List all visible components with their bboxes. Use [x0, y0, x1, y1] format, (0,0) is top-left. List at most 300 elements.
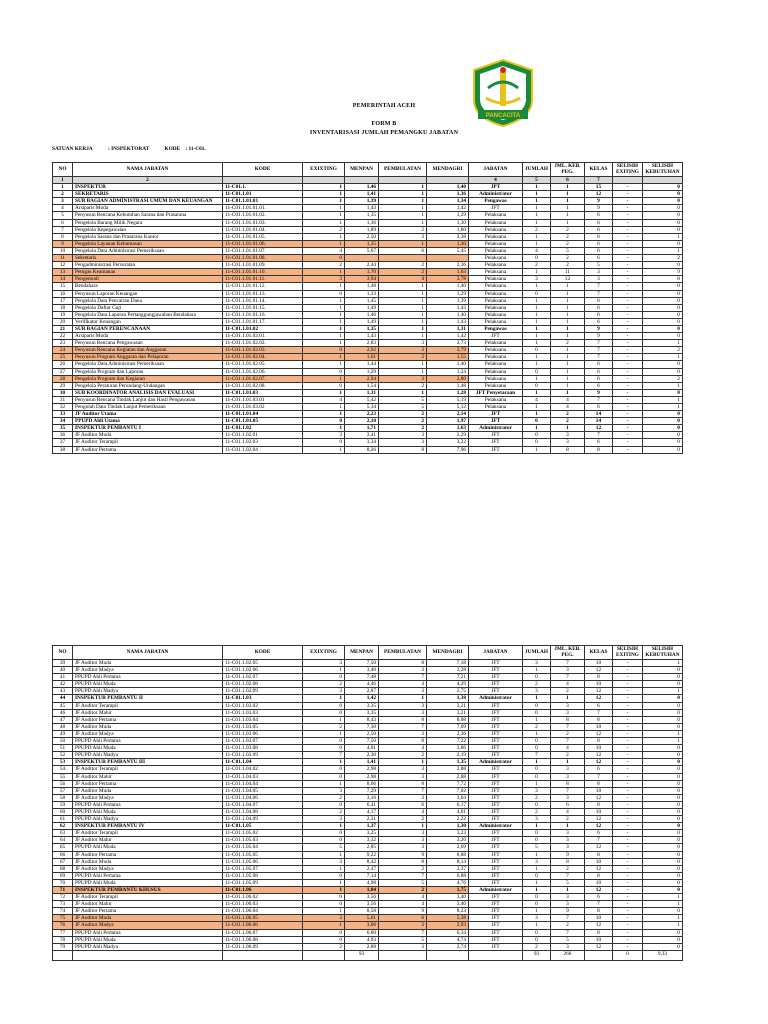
- cell-selisih-kebutuhan: 0: [642, 823, 682, 830]
- header-line-2: FORM B: [371, 121, 397, 127]
- cell-kelas: 7: [584, 432, 612, 439]
- cell-jumlah: 1: [523, 340, 551, 347]
- cell-mendagri: [427, 255, 469, 262]
- cell-mendagri: 5,38: [427, 915, 469, 922]
- cell-selisih-kebutuhan: 0: [642, 212, 682, 219]
- column-header-existing: EXIXTING: [303, 163, 345, 177]
- cell-menpan: 7,29: [345, 787, 379, 794]
- cell-kode: 11-C01.1.03.03: [223, 709, 303, 716]
- cell-pembulatan: 5: [379, 404, 427, 411]
- cell-pembulatan: 3: [379, 375, 427, 382]
- table-row: [53, 674, 683, 681]
- cell-existing: 1: [303, 887, 345, 894]
- cell-no: 13: [53, 269, 73, 276]
- cell-jml-keb-peg: 8: [550, 446, 584, 453]
- cell-jumlah: 0: [523, 368, 551, 375]
- cell-mendagri: 6,34: [427, 929, 469, 936]
- cell-mendagri: 1,39: [427, 297, 469, 304]
- cell-jabatan: JFT Penyetaraan: [469, 389, 523, 396]
- cell-selisih-kebutuhan: 1: [642, 233, 682, 240]
- cell-selisih-exiting: -: [612, 297, 642, 304]
- cell-pembulatan: 5: [379, 396, 427, 403]
- cell-selisih-kebutuhan: 0: [642, 325, 682, 332]
- cell-selisih-exiting: -: [612, 361, 642, 368]
- cell-pembulatan: 1: [379, 304, 427, 311]
- cell-jabatan: Pelaksana: [469, 226, 523, 233]
- cell-menpan: 8,43: [345, 716, 379, 723]
- cell-existing: 1: [303, 233, 345, 240]
- cell-selisih-kebutuhan: 1: [642, 382, 682, 389]
- cell-no: 5: [53, 212, 73, 219]
- cell-jumlah: 3: [523, 660, 551, 667]
- cell-mendagri: 3,21: [427, 702, 469, 709]
- cell-mendagri: 1,97: [427, 418, 469, 425]
- cell-selisih-exiting: -: [612, 759, 642, 766]
- cell-pembulatan: 7: [379, 787, 427, 794]
- cell-pembulatan: 7: [379, 929, 427, 936]
- cell-selisih-kebutuhan: 0: [642, 858, 682, 865]
- cell-kelas: 7: [584, 709, 612, 716]
- cell-existing: 3: [303, 787, 345, 794]
- cell-pembulatan: 8: [379, 446, 427, 453]
- column-header-kelas: KELAS: [584, 646, 612, 660]
- cell-no: 52: [53, 752, 73, 759]
- cell-mendagri: 2,36: [427, 262, 469, 269]
- cell-pembulatan: 3: [379, 688, 427, 695]
- cell-selisih-exiting: -: [612, 212, 642, 219]
- cell-no: 24: [53, 347, 73, 354]
- cell-selisih-kebutuhan: 0: [642, 794, 682, 801]
- cell-existing: 0: [303, 745, 345, 752]
- cell-jabatan: Pelaksana: [469, 219, 523, 226]
- cell-pembulatan: 6: [379, 247, 427, 254]
- cell-existing: 0: [303, 936, 345, 943]
- table-row: [53, 688, 683, 695]
- cell-selisih-exiting: -: [612, 205, 642, 212]
- cell-existing: 1: [303, 780, 345, 787]
- cell-existing: 0: [303, 368, 345, 375]
- cell-jumlah: 1: [523, 446, 551, 453]
- table-row: [53, 439, 683, 446]
- cell-pembulatan: 6: [379, 915, 427, 922]
- cell-pembulatan: 2: [379, 382, 427, 389]
- table-row: [53, 745, 683, 752]
- cell-no: 70: [53, 879, 73, 886]
- cell-kode: 11-C01.1.01.02.03.: [223, 347, 303, 354]
- total-jumlah: 93: [523, 950, 551, 960]
- cell-existing: 0: [303, 709, 345, 716]
- cell-selisih-kebutuhan: 0: [642, 184, 682, 191]
- table-row: [53, 212, 683, 219]
- cell-pembulatan: 4: [379, 681, 427, 688]
- cell-selisih-kebutuhan: 0: [642, 191, 682, 198]
- cell-existing: 2: [303, 723, 345, 730]
- cell-mendagri: 1,40: [427, 184, 469, 191]
- cell-nama-jabatan: PPUPD Ahli Muda: [73, 745, 223, 752]
- cell-jabatan: JFT: [469, 801, 523, 808]
- cell-kode: 11-C01.1.02.04: [223, 446, 303, 453]
- cell-selisih-kebutuhan: 0: [642, 837, 682, 844]
- cell-jabatan: JFT: [469, 787, 523, 794]
- cell-kode: 11-C01.1.01: [223, 191, 303, 198]
- cell-selisih-kebutuhan: 0: [642, 879, 682, 886]
- cell-menpan: 8,26: [345, 446, 379, 453]
- cell-jumlah: 1: [523, 191, 551, 198]
- cell-existing: 0: [303, 674, 345, 681]
- cell-selisih-exiting: -: [612, 716, 642, 723]
- cell-kelas: 10: [584, 936, 612, 943]
- cell-no: 32: [53, 404, 73, 411]
- cell-jumlah: 1: [523, 389, 551, 396]
- cell-menpan: 3,32: [345, 837, 379, 844]
- cell-no: 12: [53, 262, 73, 269]
- cell-no: 53: [53, 759, 73, 766]
- cell-mendagri: 1,43: [427, 318, 469, 325]
- cell-no: 3: [53, 198, 73, 205]
- cell-nama-jabatan: Pengelola Data Laporan Pertanggungjawaban Bendahara: [73, 311, 223, 318]
- cell-selisih-kebutuhan: 0: [642, 425, 682, 432]
- table-row: [53, 354, 683, 361]
- table-row: [53, 830, 683, 837]
- cell-kelas: 12: [584, 943, 612, 950]
- cell-selisih-exiting: -: [612, 354, 642, 361]
- cell-existing: 1: [303, 922, 345, 929]
- cell-jml-keb-peg: 2: [550, 865, 584, 872]
- cell-jumlah: 0: [523, 894, 551, 901]
- cell-kelas: 8: [584, 780, 612, 787]
- cell-nama-jabatan: Penyusun Laporan Keuangan: [73, 290, 223, 297]
- cell-mendagri: 2,88: [427, 773, 469, 780]
- cell-existing: 1: [303, 304, 345, 311]
- cell-kelas: 8: [584, 674, 612, 681]
- column-header-no: NO: [53, 646, 73, 660]
- cell-no: 47: [53, 716, 73, 723]
- cell-pembulatan: 4: [379, 894, 427, 901]
- cell-pembulatan: 1: [379, 212, 427, 219]
- cell-existing: 1: [303, 269, 345, 276]
- cell-selisih-kebutuhan: 8: [642, 276, 682, 283]
- cell-no: 25: [53, 354, 73, 361]
- column-header-jml-keb-peg: JML. KEB. PEG.: [550, 646, 584, 660]
- cell-selisih-kebutuhan: 0: [642, 887, 682, 894]
- cell-selisih-exiting: -: [612, 446, 642, 453]
- cell-selisih-exiting: -: [612, 908, 642, 915]
- cell-pembulatan: 1: [379, 240, 427, 247]
- cell-mendagri: 6,17: [427, 801, 469, 808]
- cell-selisih-kebutuhan: 0: [642, 318, 682, 325]
- cell-menpan: 1,35: [345, 240, 379, 247]
- cell-no: 21: [53, 325, 73, 332]
- cell-jml-keb-peg: 5: [550, 247, 584, 254]
- cell-kode: 11-C01.1.01.03.02: [223, 404, 303, 411]
- cell-kelas: 10: [584, 723, 612, 730]
- cell-no: 26: [53, 361, 73, 368]
- cell-nama-jabatan: SUB BAGIAN PERENCANAAN: [73, 325, 223, 332]
- cell-kelas: 12: [584, 865, 612, 872]
- cell-no: 4: [53, 205, 73, 212]
- cell-menpan: 2,85: [345, 844, 379, 851]
- cell-jumlah: 0: [523, 702, 551, 709]
- cell-pembulatan: 4: [379, 808, 427, 815]
- cell-mendagri: 2,75: [427, 688, 469, 695]
- cell-kode: 11-C01.1.01.02: [223, 325, 303, 332]
- total-kode: [223, 950, 303, 960]
- cell-kode: 11-C01.1.05.08: [223, 872, 303, 879]
- cell-mendagri: 1,34: [427, 198, 469, 205]
- cell-nama-jabatan: PPUPD Ahli Pertama: [73, 872, 223, 879]
- cell-jumlah: 0: [523, 432, 551, 439]
- cell-mendagri: 7,96: [427, 446, 469, 453]
- cell-selisih-exiting: -: [612, 311, 642, 318]
- cell-nama-jabatan: PPUPD Ahli Muda: [73, 936, 223, 943]
- cell-pembulatan: 3: [379, 702, 427, 709]
- cell-kelas: 6: [584, 361, 612, 368]
- table-row: [53, 255, 683, 262]
- cell-mendagri: 8,23: [427, 908, 469, 915]
- cell-no: 37: [53, 439, 73, 446]
- cell-jumlah: 0: [523, 745, 551, 752]
- cell-jabatan: JFT: [469, 894, 523, 901]
- cell-jabatan: JFT: [469, 901, 523, 908]
- cell-selisih-exiting: -: [612, 404, 642, 411]
- table-row: [53, 943, 683, 950]
- cell-jabatan: Pelaksana: [469, 233, 523, 240]
- cell-mendagri: 3,23: [427, 830, 469, 837]
- table-row: [53, 290, 683, 297]
- cell-pembulatan: 4: [379, 901, 427, 908]
- cell-pembulatan: 2: [379, 354, 427, 361]
- cell-jabatan: Pelaksana: [469, 304, 523, 311]
- cell-nama-jabatan: SUB KOORDINATOR ANALISIS DAN EVALUASI: [73, 389, 223, 396]
- column-number-jabatan: 4: [469, 177, 523, 184]
- column-header-jml-keb-peg: JML. KEB. PEG.: [550, 163, 584, 177]
- cell-menpan: 1,45: [345, 297, 379, 304]
- cell-existing: 1: [303, 212, 345, 219]
- cell-selisih-exiting: -: [612, 801, 642, 808]
- cell-menpan: 3,41: [345, 432, 379, 439]
- cell-existing: 0: [303, 766, 345, 773]
- cell-no: 41: [53, 674, 73, 681]
- cell-selisih-exiting: -: [612, 851, 642, 858]
- cell-jabatan: JFT: [469, 752, 523, 759]
- cell-jml-keb-peg: 3: [550, 709, 584, 716]
- cell-mendagri: 2,88: [427, 766, 469, 773]
- cell-selisih-exiting: -: [612, 191, 642, 198]
- cell-menpan: 1,29: [345, 368, 379, 375]
- cell-mendagri: 4,74: [427, 936, 469, 943]
- cell-selisih-exiting: -: [612, 674, 642, 681]
- column-number-selisih-kebutuhan: [642, 177, 682, 184]
- cell-jabatan: Pelaksana: [469, 283, 523, 290]
- cell-jml-keb-peg: 3: [550, 837, 584, 844]
- cell-jml-keb-peg: 4: [550, 745, 584, 752]
- cell-jumlah: 2: [523, 723, 551, 730]
- cell-pembulatan: 7: [379, 723, 427, 730]
- table-row: [53, 389, 683, 396]
- table-row: [53, 716, 683, 723]
- column-number-menpan: [345, 177, 379, 184]
- cell-jabatan: Pengawas: [469, 325, 523, 332]
- cell-no: 40: [53, 667, 73, 674]
- cell-menpan: 2,50: [345, 233, 379, 240]
- cell-jumlah: 1: [523, 375, 551, 382]
- cell-nama-jabatan: JF Auditor Terampil: [73, 894, 223, 901]
- cell-jml-keb-peg: 3: [550, 894, 584, 901]
- cell-menpan: 1,36: [345, 219, 379, 226]
- cell-mendagri: 2,74: [427, 943, 469, 950]
- cell-mendagri: 1,48: [427, 382, 469, 389]
- cell-kelas: 9: [584, 325, 612, 332]
- cell-jabatan: JFT: [469, 745, 523, 752]
- cell-menpan: 5,42: [345, 396, 379, 403]
- cell-selisih-exiting: -: [612, 333, 642, 340]
- cell-existing: 3: [303, 858, 345, 865]
- cell-jabatan: Pelaksana: [469, 347, 523, 354]
- cell-jumlah: 0: [523, 830, 551, 837]
- cell-no: 20: [53, 318, 73, 325]
- cell-kode: 11-C01.1.06.03: [223, 901, 303, 908]
- cell-kelas: 8: [584, 929, 612, 936]
- cell-pembulatan: 3: [379, 340, 427, 347]
- table-row: [53, 276, 683, 283]
- cell-kelas: 6: [584, 404, 612, 411]
- cell-no: 51: [53, 745, 73, 752]
- cell-existing: 1: [303, 240, 345, 247]
- cell-menpan: 4,46: [345, 681, 379, 688]
- cell-mendagri: 1,43: [427, 304, 469, 311]
- cell-mendagri: 1,42: [427, 333, 469, 340]
- cell-nama-jabatan: PPUPD Ahli Muda: [73, 681, 223, 688]
- cell-jabatan: JFT: [469, 865, 523, 872]
- cell-menpan: 1,49: [345, 318, 379, 325]
- cell-selisih-kebutuhan: 0: [642, 411, 682, 418]
- cell-jml-keb-peg: 1: [550, 283, 584, 290]
- cell-existing: 1: [303, 716, 345, 723]
- cell-nama-jabatan: INSPEKTUR PEMBANTU I: [73, 425, 223, 432]
- cell-mendagri: 1,30: [427, 823, 469, 830]
- cell-kelas: 6: [584, 318, 612, 325]
- cell-jml-keb-peg: 1: [550, 347, 584, 354]
- cell-jumlah: 1: [523, 333, 551, 340]
- cell-jabatan: Pelaksana: [469, 311, 523, 318]
- cell-existing: 0: [303, 439, 345, 446]
- cell-jml-keb-peg: 1: [550, 304, 584, 311]
- cell-no: 31: [53, 396, 73, 403]
- cell-menpan: 2,88: [345, 943, 379, 950]
- cell-kelas: 12: [584, 887, 612, 894]
- cell-menpan: 3,25: [345, 830, 379, 837]
- cell-nama-jabatan: PPUPD Ahli Muda: [73, 879, 223, 886]
- cell-mendagri: 2,38: [427, 233, 469, 240]
- cell-jumlah: 4: [523, 396, 551, 403]
- column-header-jabatan: JABATAN: [469, 163, 523, 177]
- cell-kelas: 6: [584, 702, 612, 709]
- cell-kode: 11-C01.1.03.02: [223, 702, 303, 709]
- cell-kelas: 12: [584, 823, 612, 830]
- cell-selisih-kebutuhan: 0: [642, 872, 682, 879]
- cell-menpan: 2,31: [345, 816, 379, 823]
- cell-selisih-kebutuhan: 1: [642, 738, 682, 745]
- cell-pembulatan: 1: [379, 184, 427, 191]
- cell-kode: 11-C01.1.01.01.02.: [223, 212, 303, 219]
- cell-pembulatan: 5: [379, 936, 427, 943]
- column-header-kelas: KELAS: [584, 163, 612, 177]
- cell-nama-jabatan: PPUPD Ahli Muda: [73, 844, 223, 851]
- cell-jml-keb-peg: 2: [550, 730, 584, 737]
- cell-kelas: 8: [584, 872, 612, 879]
- cell-jumlah: 2: [523, 943, 551, 950]
- cell-kelas: 12: [584, 922, 612, 929]
- cell-existing: 0: [303, 347, 345, 354]
- cell-menpan: 1,41: [345, 759, 379, 766]
- cell-menpan: 7,50: [345, 660, 379, 667]
- cell-selisih-exiting: -: [612, 865, 642, 872]
- cell-pembulatan: 1: [379, 389, 427, 396]
- cell-no: 55: [53, 773, 73, 780]
- table-row: [53, 226, 683, 233]
- cell-jml-keb-peg: 1: [550, 389, 584, 396]
- cell-nama-jabatan: Bendahara: [73, 283, 223, 290]
- cell-jml-keb-peg: 4: [550, 681, 584, 688]
- cell-jml-keb-peg: 1: [550, 382, 584, 389]
- cell-no: 43: [53, 688, 73, 695]
- cell-mendagri: 8,08: [427, 716, 469, 723]
- cell-existing: 1: [303, 191, 345, 198]
- cell-mendagri: 3,28: [427, 667, 469, 674]
- cell-kelas: 12: [584, 844, 612, 851]
- column-number-selisih-exiting: [612, 177, 642, 184]
- cell-mendagri: 1,29: [427, 212, 469, 219]
- cell-jml-keb-peg: 1: [550, 759, 584, 766]
- cell-kelas: 6: [584, 382, 612, 389]
- cell-jabatan: JFT: [469, 936, 523, 943]
- cell-nama-jabatan: JF Auditor Madya: [73, 922, 223, 929]
- cell-jumlah: 0: [523, 872, 551, 879]
- cell-selisih-exiting: -: [612, 808, 642, 815]
- cell-jabatan: Pelaksana: [469, 262, 523, 269]
- cell-jml-keb-peg: 9: [550, 908, 584, 915]
- cell-existing: 1: [303, 283, 345, 290]
- cell-existing: 0: [303, 837, 345, 844]
- cell-jabatan: JFT: [469, 702, 523, 709]
- cell-selisih-exiting: -: [612, 695, 642, 702]
- cell-no: 30: [53, 389, 73, 396]
- cell-menpan: 2,92: [345, 347, 379, 354]
- cell-nama-jabatan: JF Auditor Muda: [73, 660, 223, 667]
- cell-kelas: 8: [584, 801, 612, 808]
- cell-nama-jabatan: PPUPD Ahli Pertama: [73, 738, 223, 745]
- cell-kelas: 15: [584, 184, 612, 191]
- cell-pembulatan: 1: [379, 219, 427, 226]
- cell-selisih-kebutuhan: 1: [642, 730, 682, 737]
- cell-mendagri: 2,19: [427, 752, 469, 759]
- cell-jabatan: JFT: [469, 674, 523, 681]
- cell-kode: 11-C01.1.01.02.07.: [223, 375, 303, 382]
- cell-jml-keb-peg: 2: [550, 816, 584, 823]
- cell-kelas: 14: [584, 411, 612, 418]
- cell-jumlah: 1: [523, 759, 551, 766]
- cell-selisih-kebutuhan: 0: [642, 780, 682, 787]
- cell-jml-keb-peg: 1: [550, 297, 584, 304]
- cell-menpan: 1,46: [345, 184, 379, 191]
- cell-selisih-kebutuhan: 0: [642, 766, 682, 773]
- cell-menpan: 1,44: [345, 361, 379, 368]
- cell-jabatan: JPT: [469, 184, 523, 191]
- cell-kode: 11-C01.1.01.01.07.: [223, 247, 303, 254]
- table-row: [53, 858, 683, 865]
- cell-selisih-exiting: -: [612, 929, 642, 936]
- cell-selisih-exiting: -: [612, 667, 642, 674]
